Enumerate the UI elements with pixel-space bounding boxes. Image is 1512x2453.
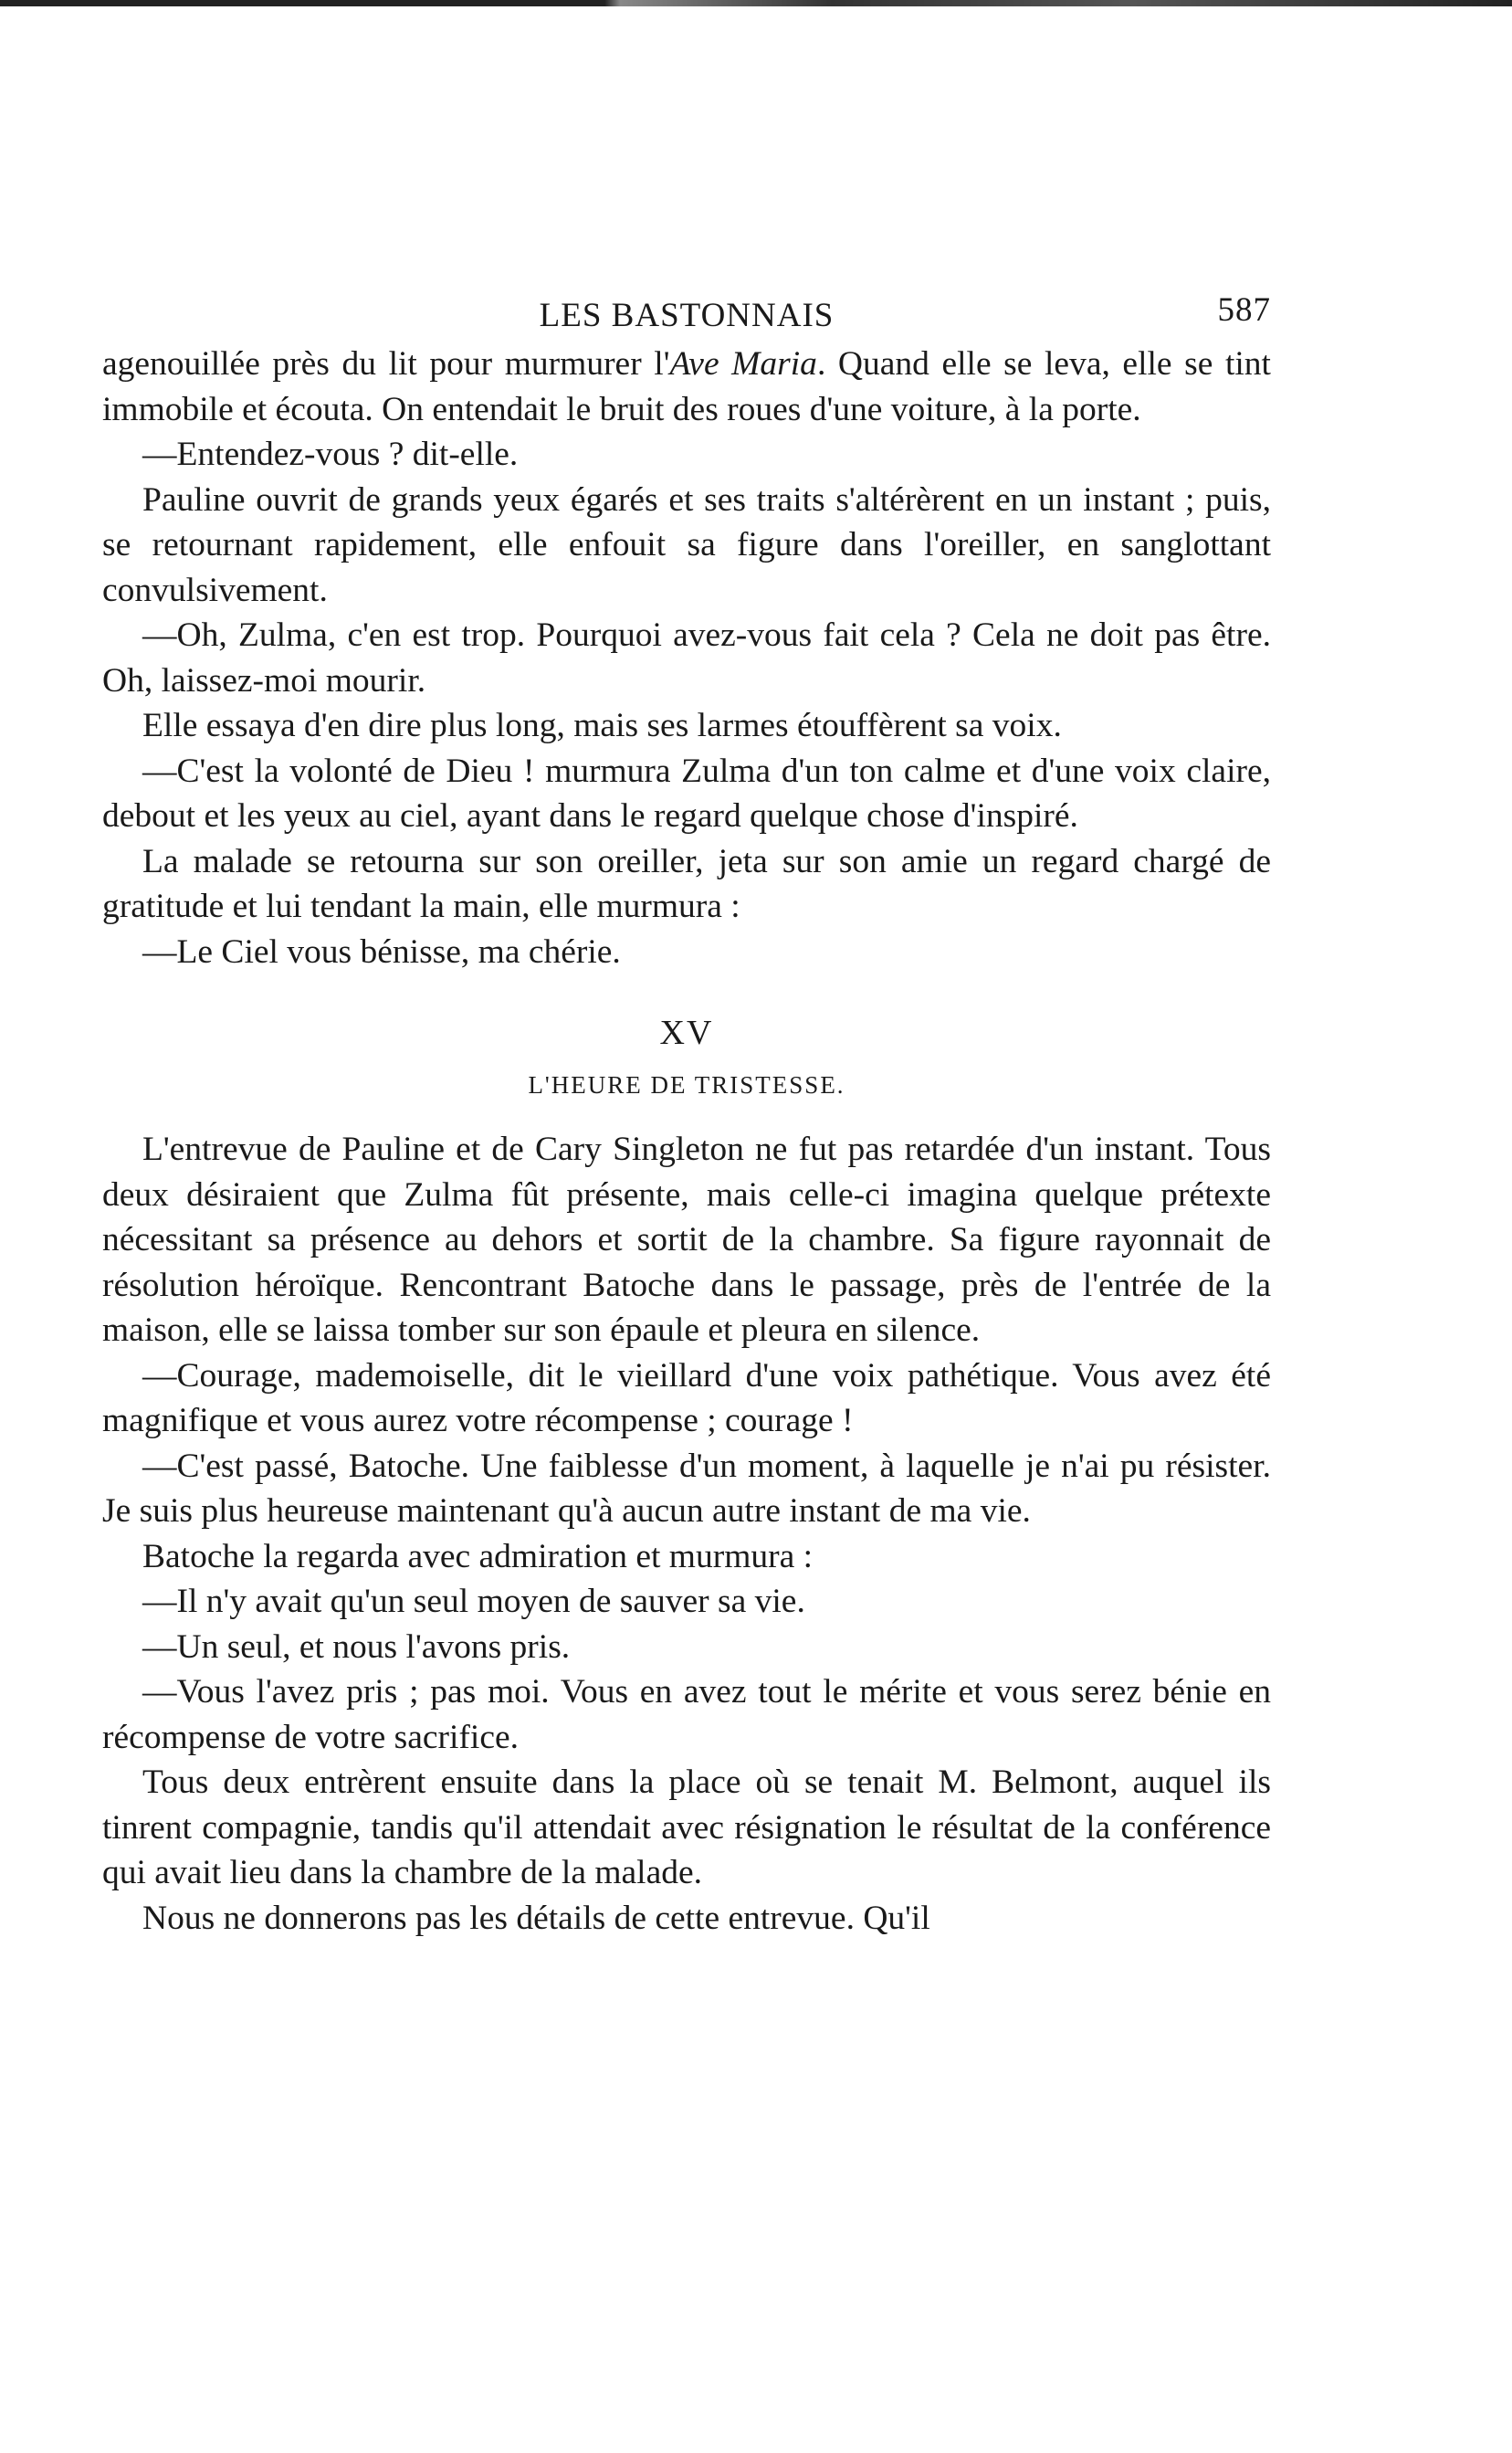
running-head <box>102 290 1271 342</box>
paragraph: Nous ne donnerons pas les détails de cette entrevue. Qu'il <box>142 1899 930 1937</box>
paragraph: —Entendez-vous ? dit-elle. <box>142 436 519 473</box>
paragraph: Batoche la regarda avec admiration et murmura : <box>142 1537 814 1575</box>
paragraph: —C'est la volonté de Dieu ! murmura Zulma d'un ton calme et d'une voix claire, debout et les yeux au ciel, ayant dans le regard quelque chose d'inspiré. <box>102 752 1271 835</box>
paragraph: —Courage, mademoiselle, dit le vieillard d'une voix pathétique. Vous avez été magnifique et vous aurez votre récompense ; courage ! <box>102 1356 1271 1439</box>
paragraph: —Un seul, et nous l'avons pris. <box>142 1627 571 1666</box>
page-number: 587 <box>1217 291 1271 329</box>
chapter-number: XV <box>659 1014 714 1052</box>
chapter-title: L'HEURE DE TRISTESSE. <box>528 1071 845 1099</box>
paragraph: —Oh, Zulma, c'en est trop. Pourquoi avez-vous fait cela ? Cela ne doit pas être. Oh, laissez-moi mourir. <box>102 616 1271 700</box>
paragraph: Tous deux entrèrent ensuite dans la place où se tenait M. Belmont, auquel ils tinrent compagnie, tandis qu'il attendait avec résignation le résultat de la conférence qui avait lieu dans la chambre de la malade. <box>102 1763 1271 1891</box>
text-after-chapter <box>102 1127 1271 1941</box>
paragraph: agenouillée près du lit pour murmurer l'Ave Maria. Quand elle se leva, elle se tint immobile et écouta. On entendait le bruit des roues d'une voiture, à la porte. <box>102 345 1271 428</box>
text-before-chapter <box>102 342 1271 974</box>
paragraph: —C'est passé, Batoche. Une faiblesse d'un moment, à laquelle je n'ai pu résister. Je suis plus heureuse maintenant qu'à aucun autre instant de ma vie. <box>102 1447 1271 1530</box>
paragraph: —Vous l'avez pris ; pas moi. Vous en avez tout le mérite et vous serez bénie en récompense de votre sacrifice. <box>102 1673 1271 1756</box>
paragraph: La malade se retourna sur son oreiller, jeta sur son amie un regard chargé de gratitude et lui tendant la main, elle murmura : <box>102 842 1271 925</box>
top-edge-rule <box>0 0 1512 6</box>
running-head-title: LES BASTONNAIS <box>539 297 835 334</box>
paragraph: Elle essaya d'en dire plus long, mais ses larmes étouffèrent sa voix. <box>142 707 1062 744</box>
paragraph: —Le Ciel vous bénisse, ma chérie. <box>142 932 621 971</box>
paragraph: L'entrevue de Pauline et de Cary Singleton ne fut pas retardée d'un instant. Tous deux désiraient que Zulma fût présente, mais celle-ci imagina quelque prétexte nécessitant sa présence au dehors et sortit de la chambre. Sa figure rayonnait de résolution héroïque. Rencontrant Batoche dans le passage, près de l'entrée de la maison, elle se laissa tomber sur son épaule et pleura en silence. <box>102 1131 1271 1349</box>
paragraph: Pauline ouvrit de grands yeux égarés et ses traits s'altérèrent en un instant ; puis, se retournant rapidement, elle enfouit sa figure dans l'oreiller, en sanglottant convulsivement. <box>102 480 1271 609</box>
book-page <box>102 290 1271 1941</box>
paragraph: —Il n'y avait qu'un seul moyen de sauver sa vie. <box>142 1583 805 1620</box>
